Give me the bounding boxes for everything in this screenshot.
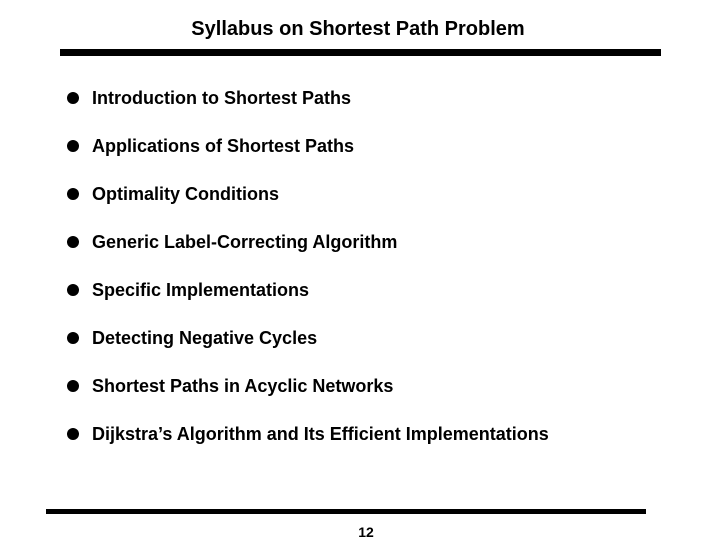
list-item xyxy=(67,266,549,314)
bullet-icon xyxy=(67,284,79,296)
bullet-icon xyxy=(67,332,79,344)
footer-divider xyxy=(46,509,646,514)
bullet-icon xyxy=(67,92,79,104)
page-number: 12 xyxy=(358,524,374,540)
list-item-text: Specific Implementations xyxy=(92,280,310,300)
syllabus-list xyxy=(67,74,549,458)
list-item xyxy=(67,218,549,266)
list-item-text: Detecting Negative Cycles xyxy=(92,328,318,348)
list-item-text: Dijkstra’s Algorithm and Its Efficient Implementations xyxy=(92,424,549,444)
title-divider xyxy=(60,49,661,56)
list-item-text: Shortest Paths in Acyclic Networks xyxy=(92,376,394,396)
list-item xyxy=(67,122,549,170)
bullet-icon xyxy=(67,236,79,248)
list-item xyxy=(67,410,549,458)
bullet-icon xyxy=(67,428,79,440)
list-item-text: Generic Label-Correcting Algorithm xyxy=(92,232,398,252)
list-item xyxy=(67,362,549,410)
bullet-icon xyxy=(67,380,79,392)
list-item-text: Introduction to Shortest Paths xyxy=(92,88,351,108)
list-item-text: Optimality Conditions xyxy=(92,184,279,204)
list-item xyxy=(67,74,549,122)
list-item xyxy=(67,170,549,218)
slide-title: Syllabus on Shortest Path Problem xyxy=(191,18,525,40)
list-item-text: Applications of Shortest Paths xyxy=(92,136,355,156)
bullet-icon xyxy=(67,140,79,152)
list-item xyxy=(67,314,549,362)
bullet-icon xyxy=(67,188,79,200)
